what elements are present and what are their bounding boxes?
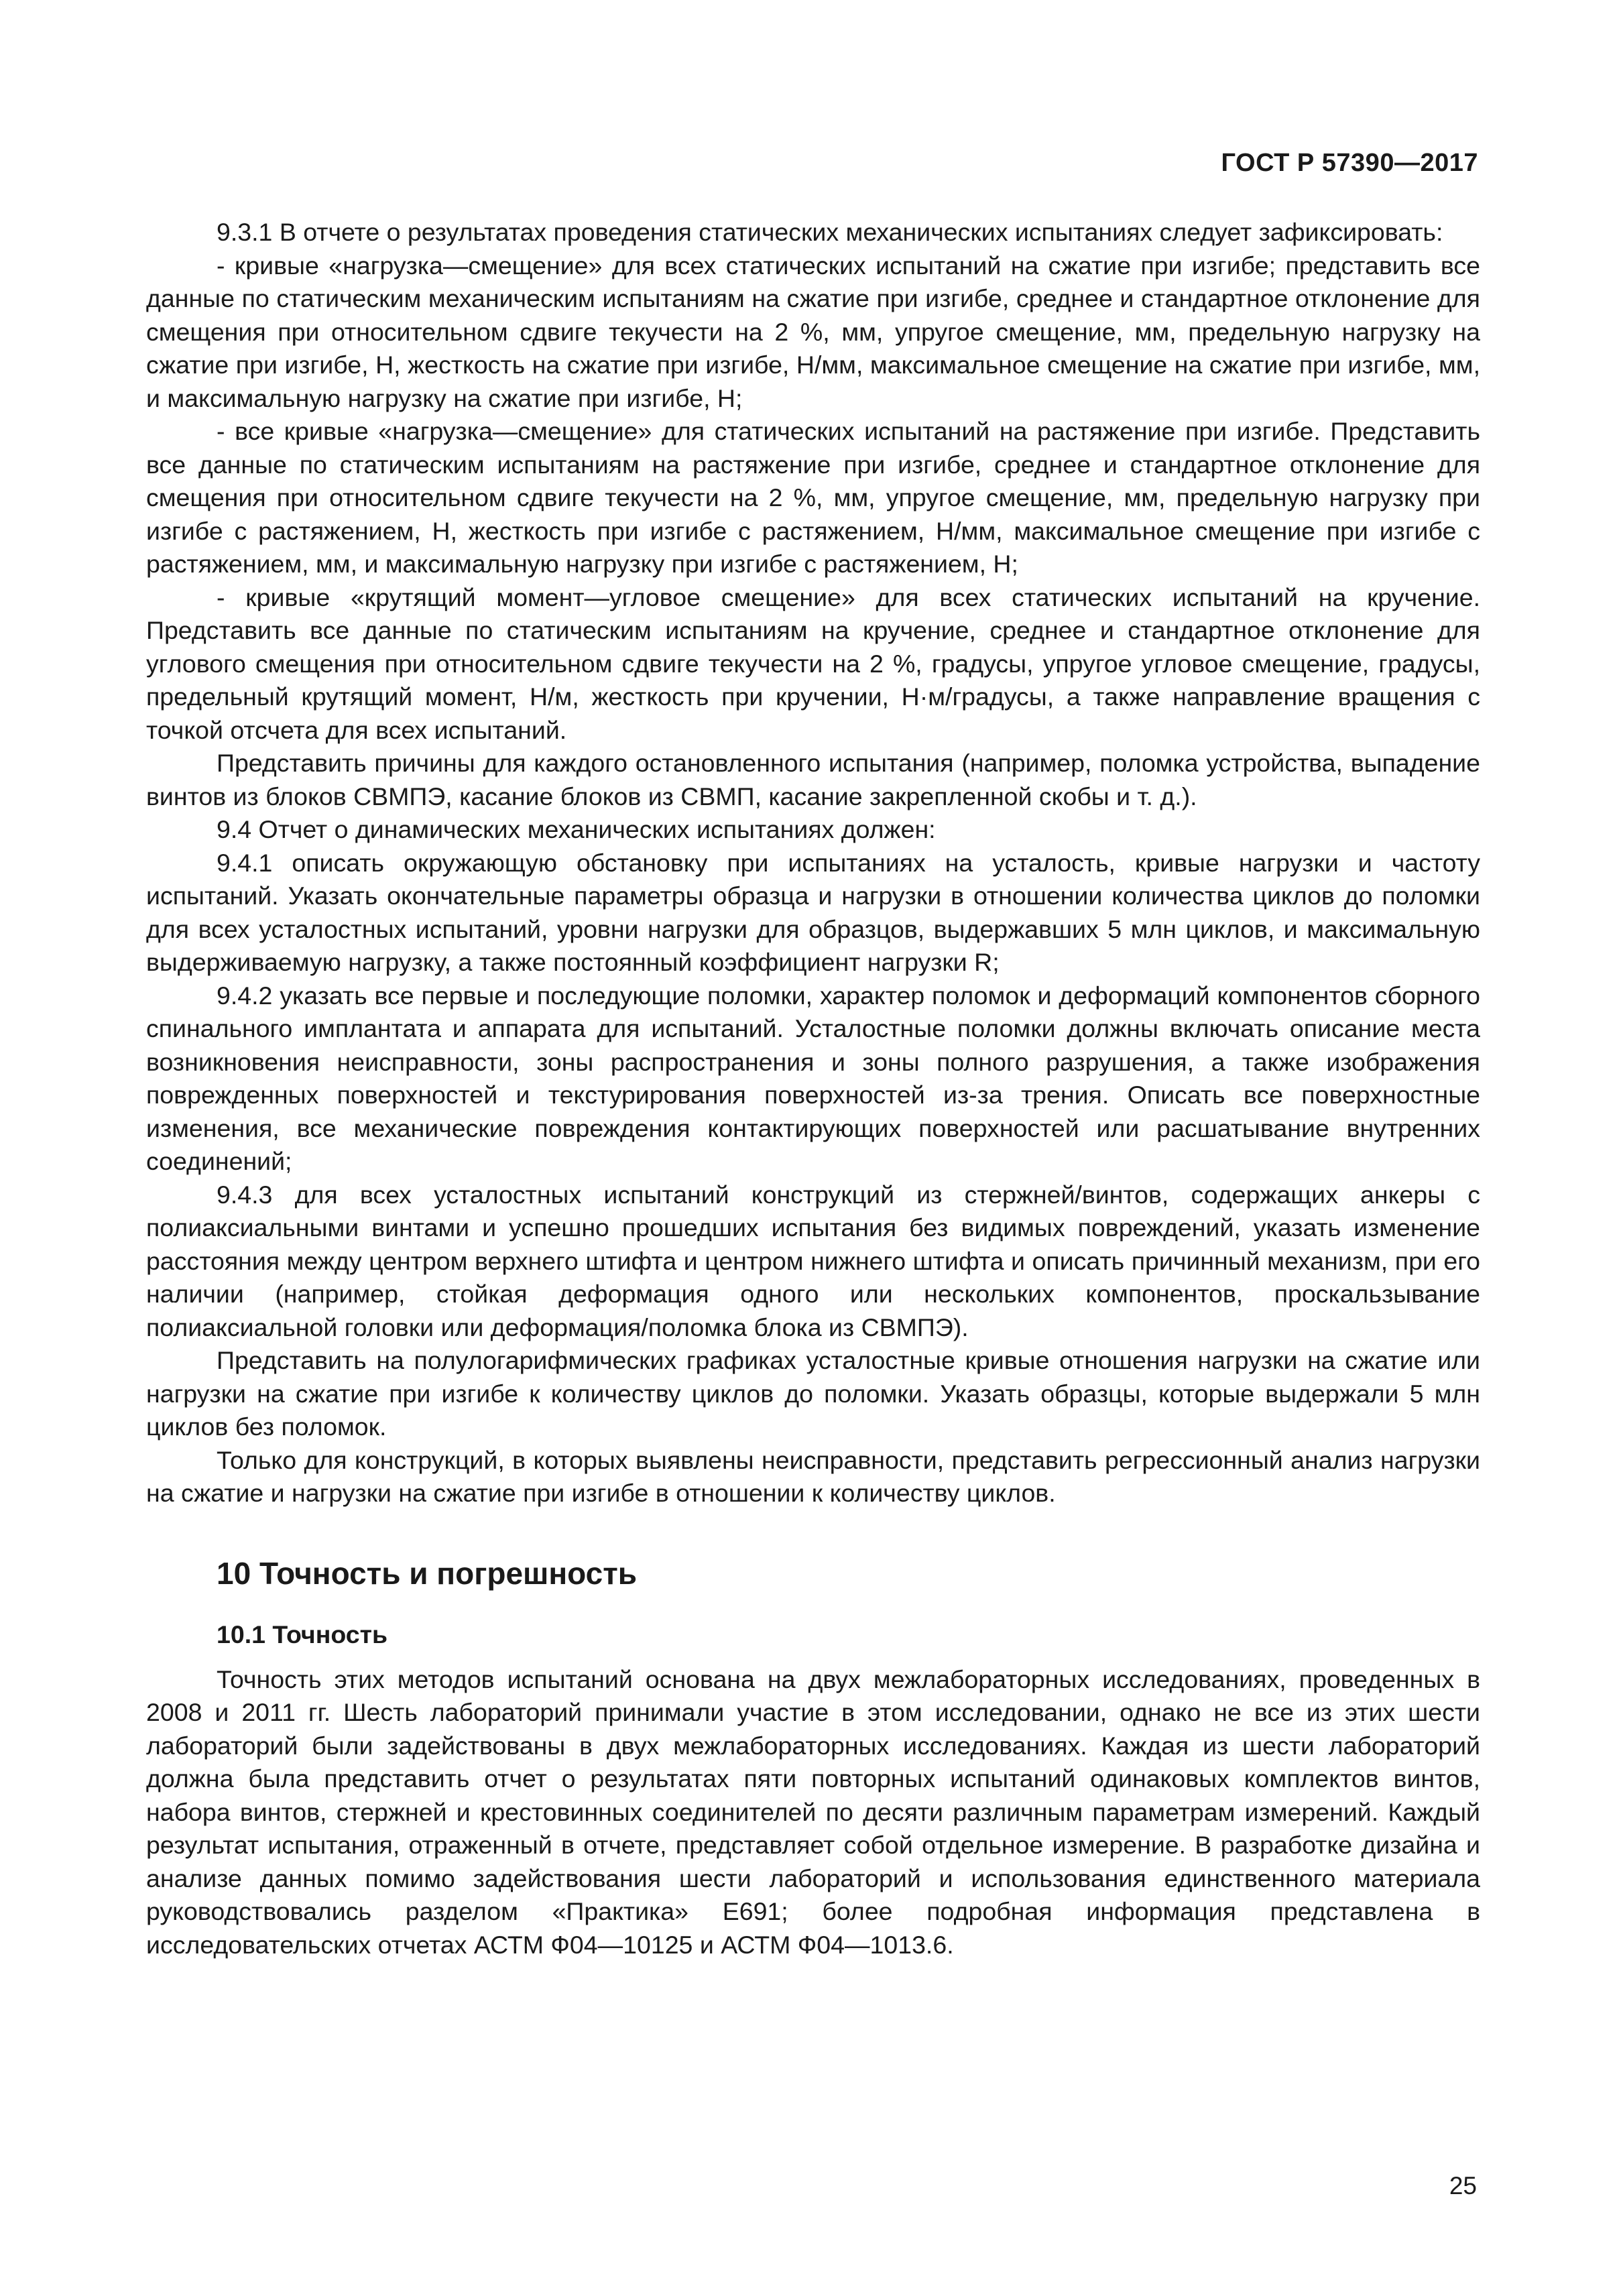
page-number: 25 [1449,2172,1477,2199]
paragraph-regression: Только для конструкций, в которых выявлены неисправности, представить регрессионный анализ нагрузки на сжатие и нагрузки на сжатие при изгибе в отношении к количеству циклов. [146,1445,1480,1507]
paragraph-9-3-1: 9.3.1 В отчете о результатах проведения статических механических испытаниях следует зафиксировать: [217,218,1443,246]
subsection-heading: 10.1 Точность [217,1620,388,1648]
paragraph-compression-bending-list-item: - кривые «нагрузка—смещение» для всех статических испытаний на сжатие при изгибе; представить все данные по статическим механическим испытаниям на сжатие при изгибе, среднее и стандартное отклонение для смещения при относительном сдвиге текучести на 2 %, мм, упругое смещение, мм, предельную нагрузку на сжатие при изгибе, Н, жесткость на сжатие при изгибе, Н/мм, максимальное смещение на сжатие при изгибе, мм, и максимальную нагрузку на сжатие при изгибе, Н; [146,251,1480,412]
document-body [146,216,1480,1961]
paragraph-tension-bending-list-item: - все кривые «нагрузка—смещение» для статических испытаний на растяжение при изгибе. Представить все данные по статическим испытаниям на растяжение при изгибе, среднее и стандартное отклонение для смещения при относительном сдвиге текучести на 2 %, мм, упругое смещение, мм, предельную нагрузку при изгибе с растяжением, Н, жесткость при изгибе с растяжением, Н/мм, максимальное смещение при изгибе с растяжением, мм, и максимальную нагрузку при изгибе с растяжением, Н; [146,417,1480,578]
paragraph-stopped-tests: Представить причины для каждого остановленного испытания (например, поломка устройства, выпадение винтов из блоков СВМПЭ, касание блоков из СВМП, касание закрепленной скобы и т. д.). [146,749,1480,810]
paragraph-torsion-list-item: - кривые «крутящий момент—угловое смещение» для всех статических испытаний на кручение. Представить все данные по статическим испытаниям на кручение, среднее и стандартное отклонение для углового смещения при относительном сдвиге текучести на 2 %, градусы, упругое угловое смещение, градусы, предельный крутящий момент, Н/м, жесткость при кручении, Н·м/градусы, а также направление вращения с точкой отсчета для всех испытаний. [146,583,1480,744]
paragraph-semilog-graphs: Представить на полулогарифмических графиках усталостные кривые отношения нагрузки на сжатие или нагрузки на сжатие при изгибе к количеству циклов до поломки. Указать образцы, которые выдержали 5 млн циклов без поломок. [146,1346,1480,1441]
section-heading: 10 Точность и погрешность [217,1555,638,1591]
paragraph-precision: Точность этих методов испытаний основана на двух межлабораторных исследованиях, проведенных в 2008 и 2011 гг. Шесть лабораторий принимали участие в этом исследовании, однако не все из этих шести лабораторий были задействованы в двух межлабораторных исследованиях. Каждая из шести лабораторий должна была представить отчет о результатах пяти повторных испытаний одинаковых комплектов винтов, набора винтов, стержней и крестовинных соединителей по десяти различным параметрам измерений. Каждый результат испытания, отраженный в отчете, представляет собой отдельное измерение. В разработке дизайна и анализе данных помимо задействования шести лабораторий и использования единственного материала руководствовались разделом «Практика» Е691; более подробная информация представлена в исследовательских отчетах АСТМ Ф04—10125 и АСТМ Ф04—1013.6. [146,1665,1480,1959]
paragraph-9-4: 9.4 Отчет о динамических механических испытаниях должен: [217,815,936,843]
paragraph-9-4-1: 9.4.1 описать окружающую обстановку при испытаниях на усталость, кривые нагрузки и частоту испытаний. Указать окончательные параметры образца и нагрузки в отношении количества циклов до поломки для всех усталостных испытаний, уровни нагрузки для образцов, выдержавших 5 млн циклов, и максимальную выдерживаемую нагрузку, а также постоянный коэффициент нагрузки R; [146,848,1480,976]
document-code: ГОСТ Р 57390—2017 [1221,149,1478,177]
paragraph-9-4-2: 9.4.2 указать все первые и последующие поломки, характер поломок и деформаций компонентов сборного спинального имплантата и аппарата для испытаний. Усталостные поломки должны включать описание места возникновения неисправности, зоны распространения и зоны полного разрушения, а также изображения поврежденных поверхностей и текстурирования поверхностей из-за трения. Описать все поверхностные изменения, все механические повреждения контактирующих поверхностей или расшатывание внутренних соединений; [146,981,1480,1175]
paragraph-9-4-3: 9.4.3 для всех усталостных испытаний конструкций из стержней/винтов, содержащих анкеры с полиаксиальными винтами и успешно прошедших испытания без видимых повреждений, указать изменение расстояния между центром верхнего штифта и центром нижнего штифта и описать причинный механизм, при его наличии (например, стойкая деформация одного или нескольких компонентов, проскальзывание полиаксиальной головки или деформация/поломка блока из СВМПЭ). [146,1180,1480,1341]
